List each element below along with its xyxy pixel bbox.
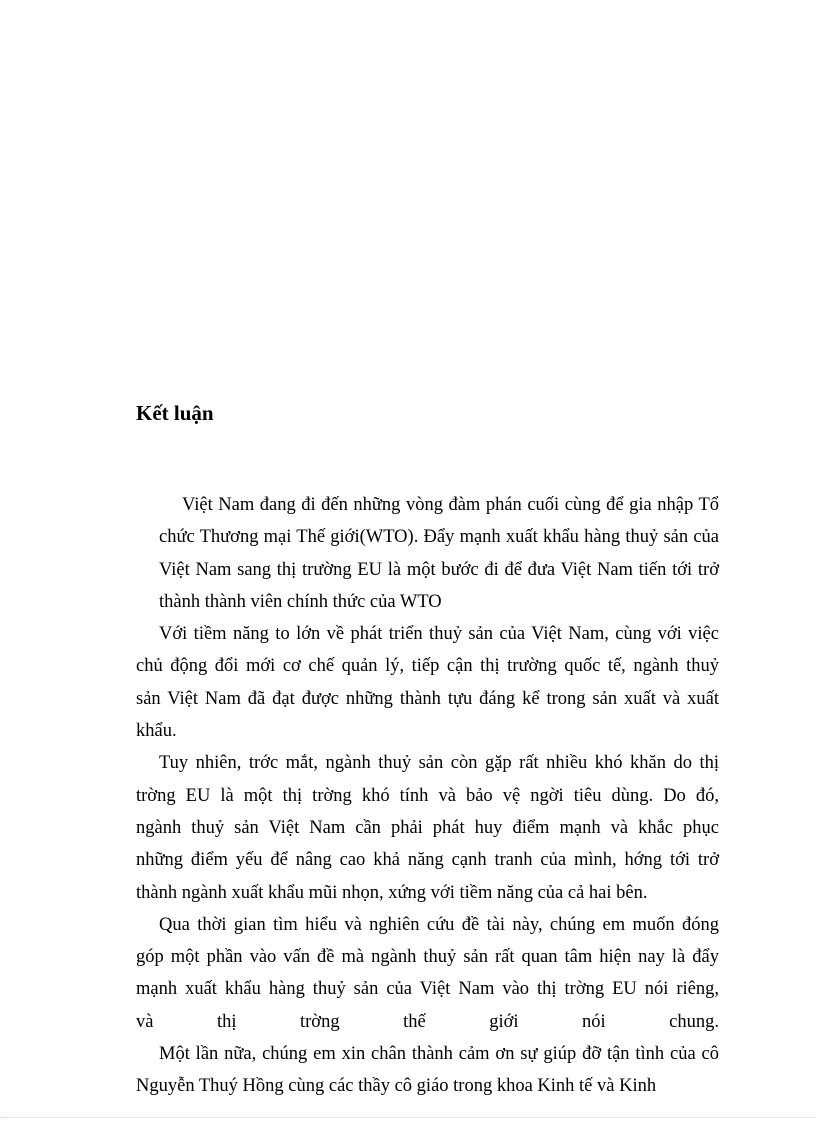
- paragraph-4-line: Qua thời gian tìm hiểu và nghiên cứu đề tài này, chúng em muốn đóng: [159, 914, 719, 935]
- body-text: [136, 489, 719, 1103]
- paragraph-2-line: khẩu.: [136, 721, 177, 742]
- paragraph-4-line: và thị trờng thế giới nói chung.: [136, 1011, 719, 1032]
- paragraph-3-line: những điểm yếu để nâng cao khả năng cạnh tranh của mình, hớng tới trở: [136, 850, 719, 871]
- paragraph-3: [136, 747, 719, 908]
- paragraph-3-line: thành ngành xuất khẩu mũi nhọn, xứng với tiềm năng của cả hai bên.: [136, 882, 648, 903]
- paragraph-2: [136, 618, 719, 747]
- page-bottom-rule: [0, 1117, 816, 1118]
- paragraph-2-line: Với tiềm năng to lớn về phát triển thuỷ sản của Việt Nam, cùng với việc: [159, 624, 719, 645]
- paragraph-1-line: chức Thương mại Thế giới(WTO). Đẩy mạnh xuất khẩu hàng thuỷ sản của: [159, 527, 719, 548]
- section-title: Kết luận: [136, 401, 214, 425]
- paragraph-4-line: mạnh xuất khẩu hàng thuỷ sản của Việt Nam vào thị trờng EU nói riêng,: [136, 979, 719, 1000]
- paragraph-4: [136, 909, 719, 1038]
- paragraph-4-line: góp một phần vào vấn đề mà ngành thuỷ sản rất quan tâm hiện nay là đẩy: [136, 947, 719, 968]
- paragraph-3-line: ngành thuỷ sản Việt Nam cần phải phát huy điểm mạnh và khắc phục: [136, 817, 719, 838]
- paragraph-2-line: sản Việt Nam đã đạt được những thành tựu đáng kể trong sản xuất và xuất: [136, 688, 719, 709]
- paragraph-1-line: Việt Nam đang đi đến những vòng đàm phán cuối cùng để gia nhập Tổ: [182, 495, 719, 515]
- paragraph-1-line: Việt Nam sang thị trường EU là một bước đi để đưa Việt Nam tiến tới trở: [159, 559, 719, 580]
- paragraph-2-line: chủ động đổi mới cơ chế quản lý, tiếp cận thị trường quốc tế, ngành thuỷ: [136, 656, 719, 677]
- paragraph-3-line: Tuy nhiên, trớc mắt, ngành thuỷ sản còn gặp rất nhiều khó khăn do thị: [159, 753, 719, 774]
- paragraph-1: [136, 489, 719, 618]
- paragraph-5-line: Một lần nữa, chúng em xin chân thành cảm ơn sự giúp đỡ tận tình của cô: [159, 1044, 719, 1065]
- paragraph-5-line: Nguyễn Thuý Hồng cùng các thầy cô giáo trong khoa Kinh tế và Kinh: [136, 1076, 657, 1097]
- paragraph-5: [136, 1038, 719, 1103]
- paragraph-3-line: trờng EU là một thị trờng khó tính và bảo vệ ngời tiêu dùng. Do đó,: [136, 785, 719, 806]
- paragraph-1-line: thành thành viên chính thức của WTO: [159, 591, 442, 612]
